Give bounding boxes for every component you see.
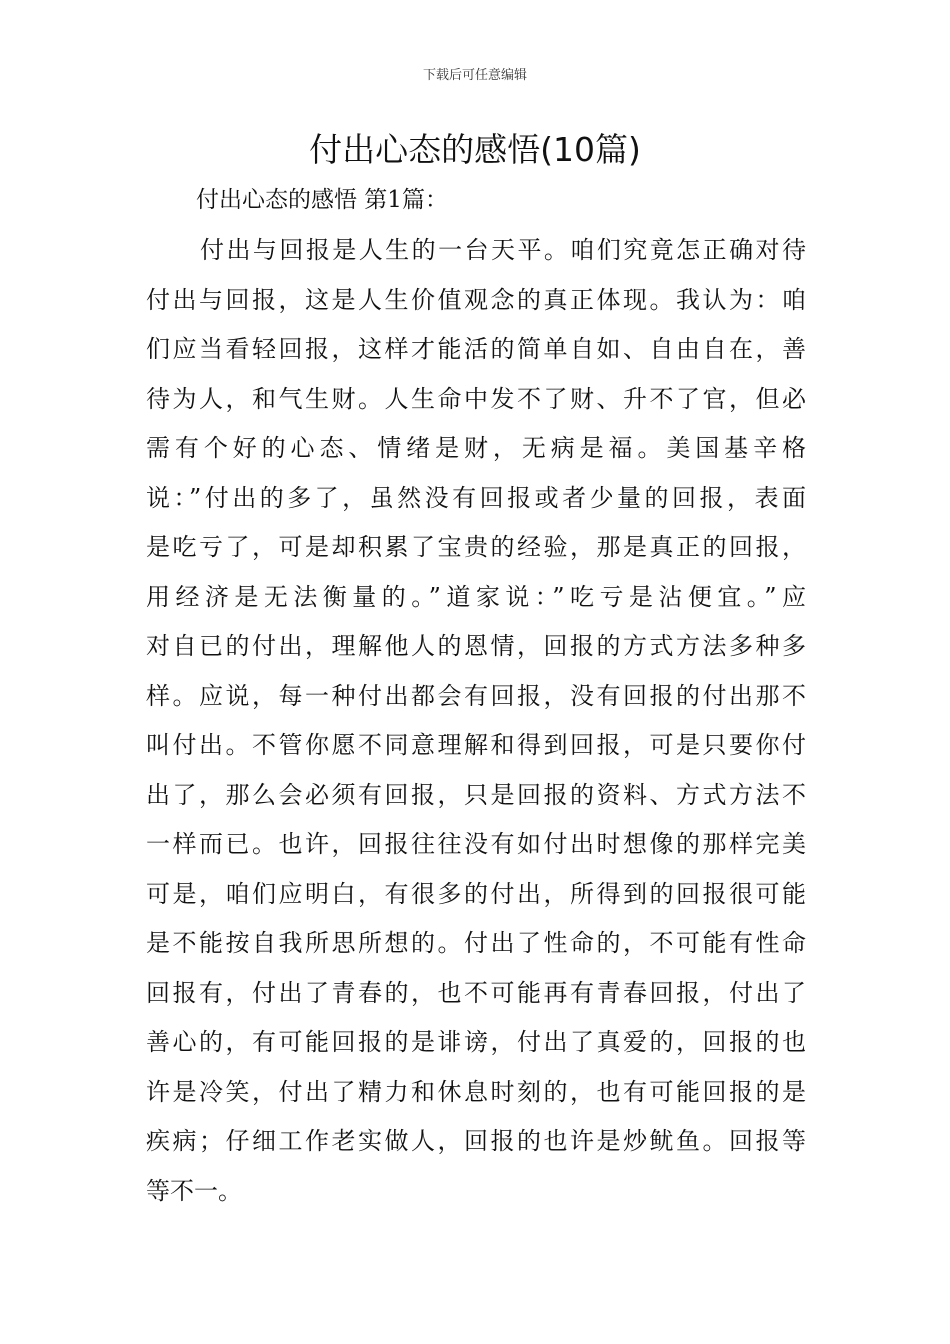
- paragraph-line: 许是冷笑，付出了精力和休息时刻的，也有可能回报的是: [146, 1077, 806, 1106]
- paragraph-line: 可是，咱们应明白，有很多的付出，所得到的回报很可能: [146, 879, 806, 908]
- paragraph-line: 对自已的付出，理解他人的恩情，回报的方式方法多种多: [146, 632, 806, 660]
- paragraph-line: 需有个好的心态、情绪是财，无病是福。美国基辛格: [146, 434, 806, 462]
- paragraph-line: 是不能按自我所思所想的。付出了性命的，不可能有性命: [146, 929, 806, 957]
- paragraph-line: 疾病；仔细工作老实做人，回报的也许是炒鱿鱼。回报等: [146, 1127, 806, 1155]
- paragraph-line: 出了，那么会必须有回报，只是回报的资料、方式方法不: [146, 780, 806, 809]
- document-title: 付出心态的感悟(10篇): [309, 130, 641, 169]
- body-paragraph: [146, 226, 806, 1216]
- paragraph-line: 待为人，和气生财。人生命中发不了财、升不了官，但必: [146, 384, 806, 413]
- paragraph-line: 叫付出。不管你愿不同意理解和得到回报，可是只要你付: [146, 731, 806, 759]
- paragraph-line: 付出与回报是人生的一台天平。咱们究竟怎正确对待: [200, 236, 806, 264]
- paragraph-line: 们应当看轻回报，这样才能活的简单自如、自由自在，善: [146, 335, 806, 363]
- section-heading: 付出心态的感悟 第1篇：: [196, 187, 448, 213]
- paragraph-line: 善心的，有可能回报的是诽谤，付出了真爱的，回报的也: [146, 1028, 806, 1056]
- paragraph-line: 是吃亏了，可是却积累了宝贵的经验，那是真正的回报，: [146, 533, 806, 561]
- paragraph-line: 付出与回报，这是人生价值观念的真正体现。我认为：咱: [146, 285, 806, 314]
- paragraph-line: 用经济是无法衡量的。”道家说：”吃亏是沾便宜。”应: [146, 582, 806, 611]
- paragraph-line: 等不一。: [146, 1176, 242, 1205]
- paragraph-line: 样。应说，每一种付出都会有回报，没有回报的付出那不: [146, 681, 806, 710]
- header-note: 下载后可任意编辑: [422, 68, 527, 83]
- paragraph-line: 说：”付出的多了，虽然没有回报或者少量的回报，表面: [146, 483, 806, 512]
- paragraph-line: 一样而已。也许，回报往往没有如付出时想像的那样完美: [146, 830, 806, 858]
- paragraph-line: 回报有，付出了青春的，也不可能再有青春回报，付出了: [146, 978, 806, 1007]
